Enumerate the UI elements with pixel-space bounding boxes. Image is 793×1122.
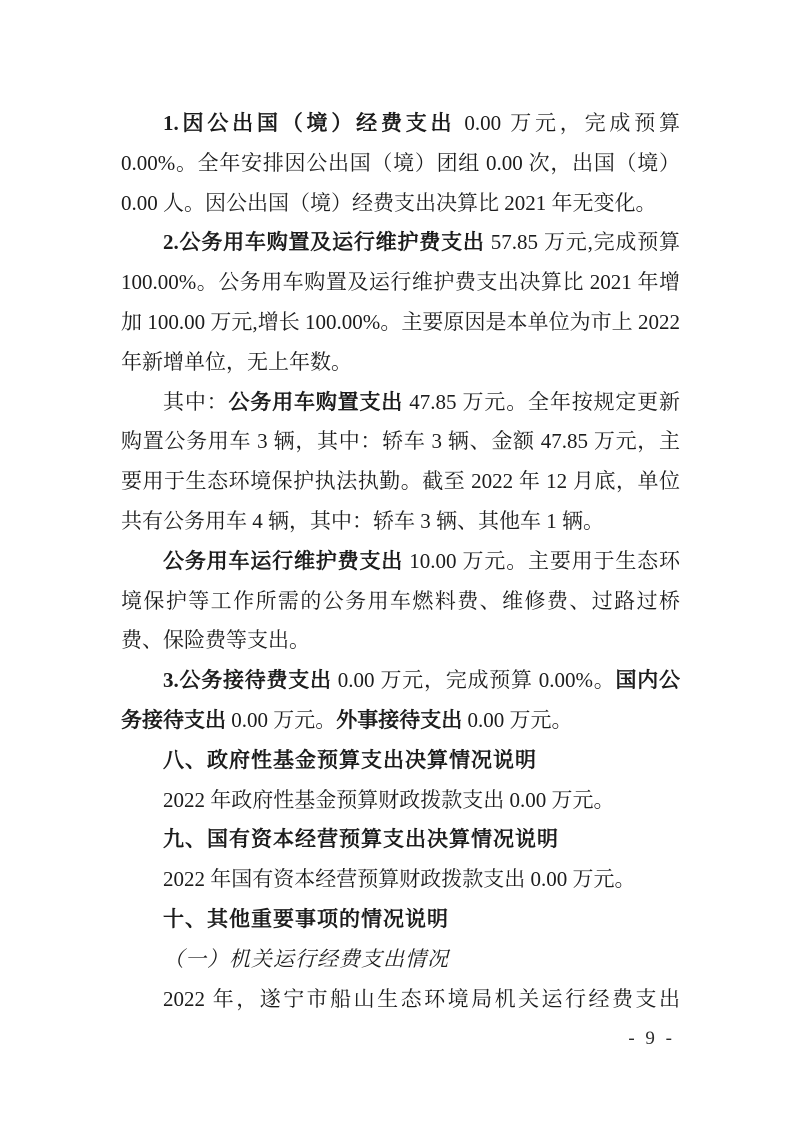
paragraph: [121, 860, 680, 900]
bold-text-run: 十、其他重要事项的情况说明: [163, 907, 449, 931]
paragraph: [121, 542, 680, 661]
paragraph: [121, 383, 680, 542]
bold-text-run: 九、国有资本经营预算支出决算情况说明: [163, 828, 559, 852]
text-run: 10.00 万元。主要用于生态环境保护等工作所需的公务用车燃料费、维修费、过路过桥费、保险费等支出。: [121, 548, 680, 653]
section-heading: [121, 900, 680, 940]
bold-text-run: 1.因公出国（境）经费支出: [163, 111, 456, 135]
text-run: 0.00 万元，完成预算 0.00%。: [331, 668, 616, 693]
text-run: 57.85 万元,完成预算 100.00%。公务用车购置及运行维护费支出决算比 2021 年增加 100.00 万元,增长 100.00%。主要原因是本单位为市上 2022 年新增单位，无上年数。: [121, 230, 681, 374]
paragraph: [121, 104, 680, 223]
bold-text-run: 3.公务接待费支出: [163, 668, 332, 693]
text-run: （一）机关运行经费支出情况: [163, 946, 449, 971]
text-run: 2022 年政府性基金预算财政拨款支出 0.00 万元。: [163, 787, 615, 812]
text-run: 其中：: [163, 389, 229, 414]
bold-text-run: 八、政府性基金预算支出决算情况说明: [163, 748, 537, 772]
paragraph: [121, 980, 680, 1020]
paragraph: [121, 781, 680, 821]
bold-text-run: 外事接待支出: [336, 707, 463, 732]
bold-text-run: 公务用车购置支出: [228, 389, 404, 414]
section-heading: [121, 820, 680, 860]
text-run: 2022 年国有资本经营预算财政拨款支出 0.00 万元。: [163, 867, 636, 892]
text-run: 2022 年，遂宁市船山生态环境局机关运行经费支出: [163, 986, 680, 1011]
bold-text-run: 公务用车运行维护费支出: [163, 548, 404, 573]
section-heading: [121, 741, 680, 781]
document-body: [121, 104, 680, 1019]
page-number: - 9 -: [628, 1028, 675, 1049]
paragraph: [121, 661, 680, 741]
text-run: 0.00 万元，完成预算 0.00%。全年安排因公出国（境）团组 0.00 次，出国（境）0.00 人。因公出国（境）经费支出决算比 2021 年无变化。: [121, 111, 681, 215]
text-run: 47.85 万元。全年按规定更新购置公务用车 3 辆，其中：轿车 3 辆、金额 47.85 万元，主要用于生态环境保护执法执勤。截至 2022 年 12 月底，单位共有公务用车 4 辆，其中：轿车 3 辆、其他车 1 辆。: [121, 389, 681, 533]
bold-text-run: 2.公务用车购置及运行维护费支出: [163, 230, 485, 255]
sub-heading: [121, 940, 680, 980]
text-run: 0.00 万元。: [462, 707, 573, 732]
text-run: 0.00 万元。: [226, 707, 337, 732]
paragraph: [121, 223, 680, 382]
bold-text-run: 国内公务接待支出: [121, 668, 680, 732]
